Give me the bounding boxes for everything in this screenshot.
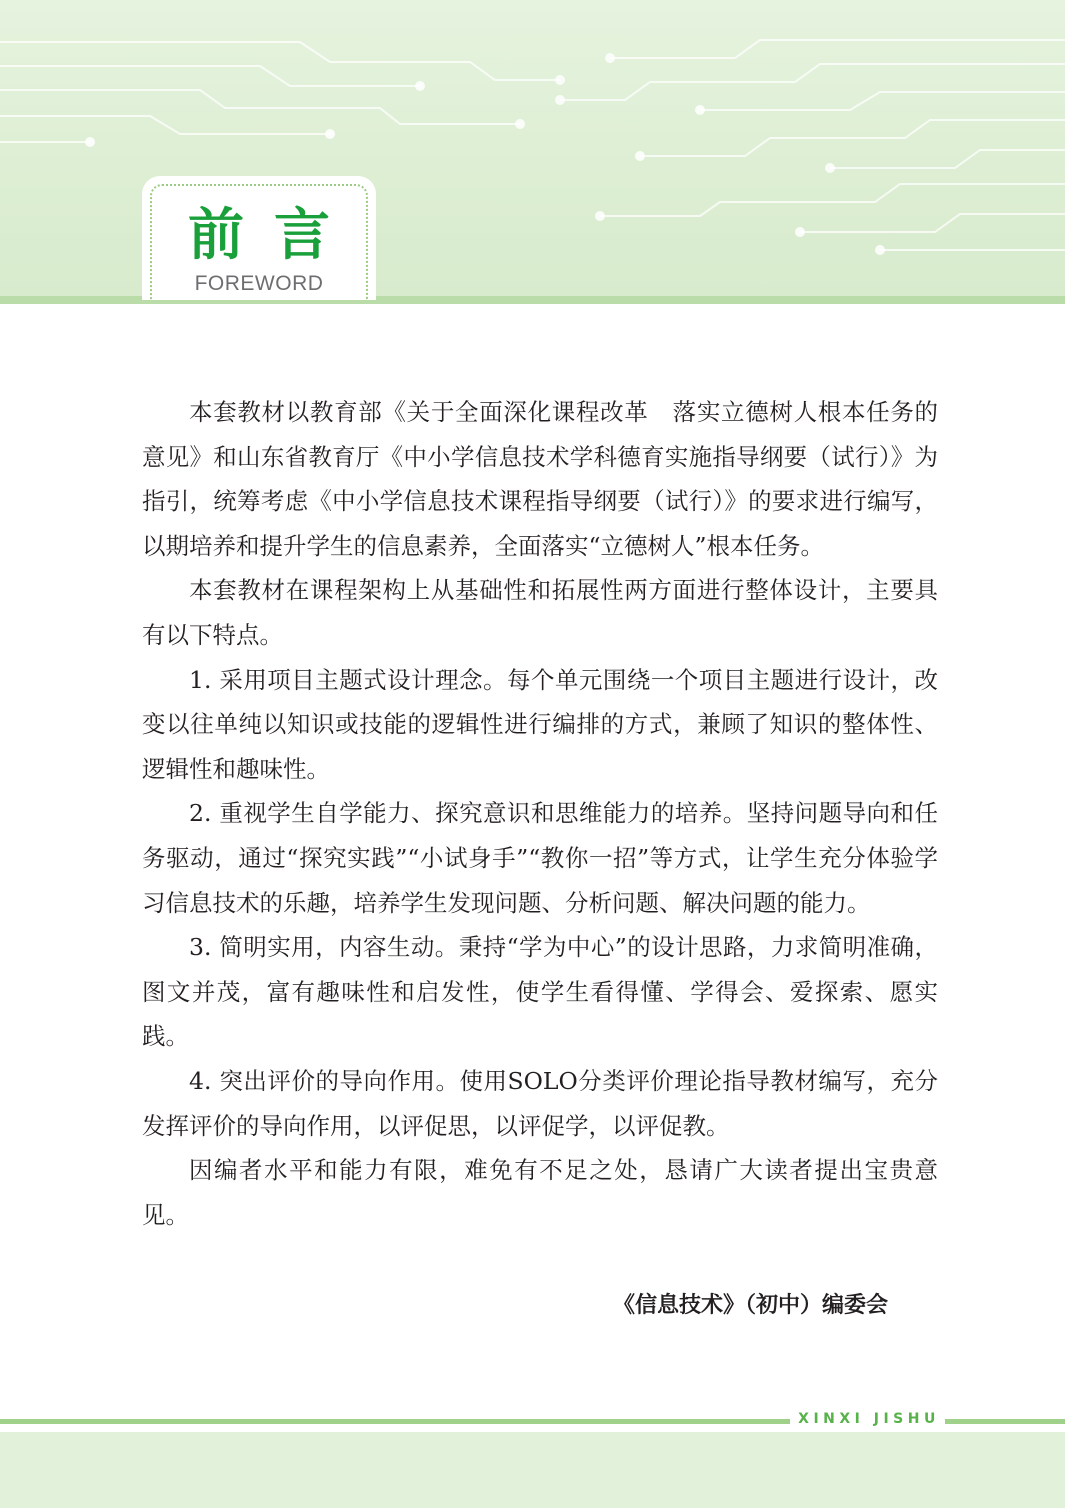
paragraph-intro: 本套教材以教育部《关于全面深化课程改革 落实立德树人根本任务的意见》和山东省教育厅《中小学信息技术学科德育实施指导纲要（试行）》为指引，统筹考虑《中小学信息技术课程指导纲要（试行）》的要求进行编写，以期培养和提升学生的信息素养，全面落实“立德树人”根本任务。 bbox=[142, 398, 938, 560]
paragraph-feature-4: 4. 突出评价的导向作用。使用SOLO分类评价理论指导教材编写，充分发挥评价的导向作用，以评促思，以评促学，以评促教。 bbox=[142, 1066, 938, 1140]
paragraph-features-intro: 本套教材在课程架构上从基础性和拓展性两方面进行整体设计，主要具有以下特点。 bbox=[142, 576, 938, 649]
foreword-body bbox=[142, 390, 938, 1237]
footer-line-right bbox=[945, 1419, 1065, 1424]
paragraph-closing: 因编者水平和能力有限，难免有不足之处，恳请广大读者提出宝贵意见。 bbox=[142, 1156, 938, 1229]
editorial-board-signature: 《信息技术》（初中）编委会 bbox=[612, 1293, 888, 1318]
footer-series-label: XINXI JISHU bbox=[798, 1411, 940, 1427]
paragraph-feature-2: 2. 重视学生自学能力、探究意识和思维能力的培养。坚持问题导向和任务驱动，通过“探究实践”“小试身手”“教你一招”等方式，让学生充分体验学习信息技术的乐趣，培养学生发现问题、分析问题、解决问题的能力。 bbox=[142, 799, 938, 917]
title-tab-dotted-border bbox=[150, 184, 368, 300]
title-tab bbox=[142, 176, 376, 300]
paragraph-feature-3: 3. 简明实用，内容生动。秉持“学为中心”的设计思路，力求简明准确，图文并茂，富有趣味性和启发性，使学生看得懂、学得会、爱探索、愿实践。 bbox=[142, 933, 938, 1051]
page-subtitle-en: FOREWORD bbox=[194, 272, 324, 295]
page-title: 前言 bbox=[188, 203, 360, 268]
paragraph-feature-1: 1. 采用项目主题式设计理念。每个单元围绕一个项目主题进行设计，改变以往单纯以知识或技能的逻辑性进行编排的方式，兼顾了知识的整体性、逻辑性和趣味性。 bbox=[142, 665, 938, 783]
footer-line-left bbox=[0, 1419, 790, 1424]
footer-band bbox=[0, 1432, 1065, 1508]
